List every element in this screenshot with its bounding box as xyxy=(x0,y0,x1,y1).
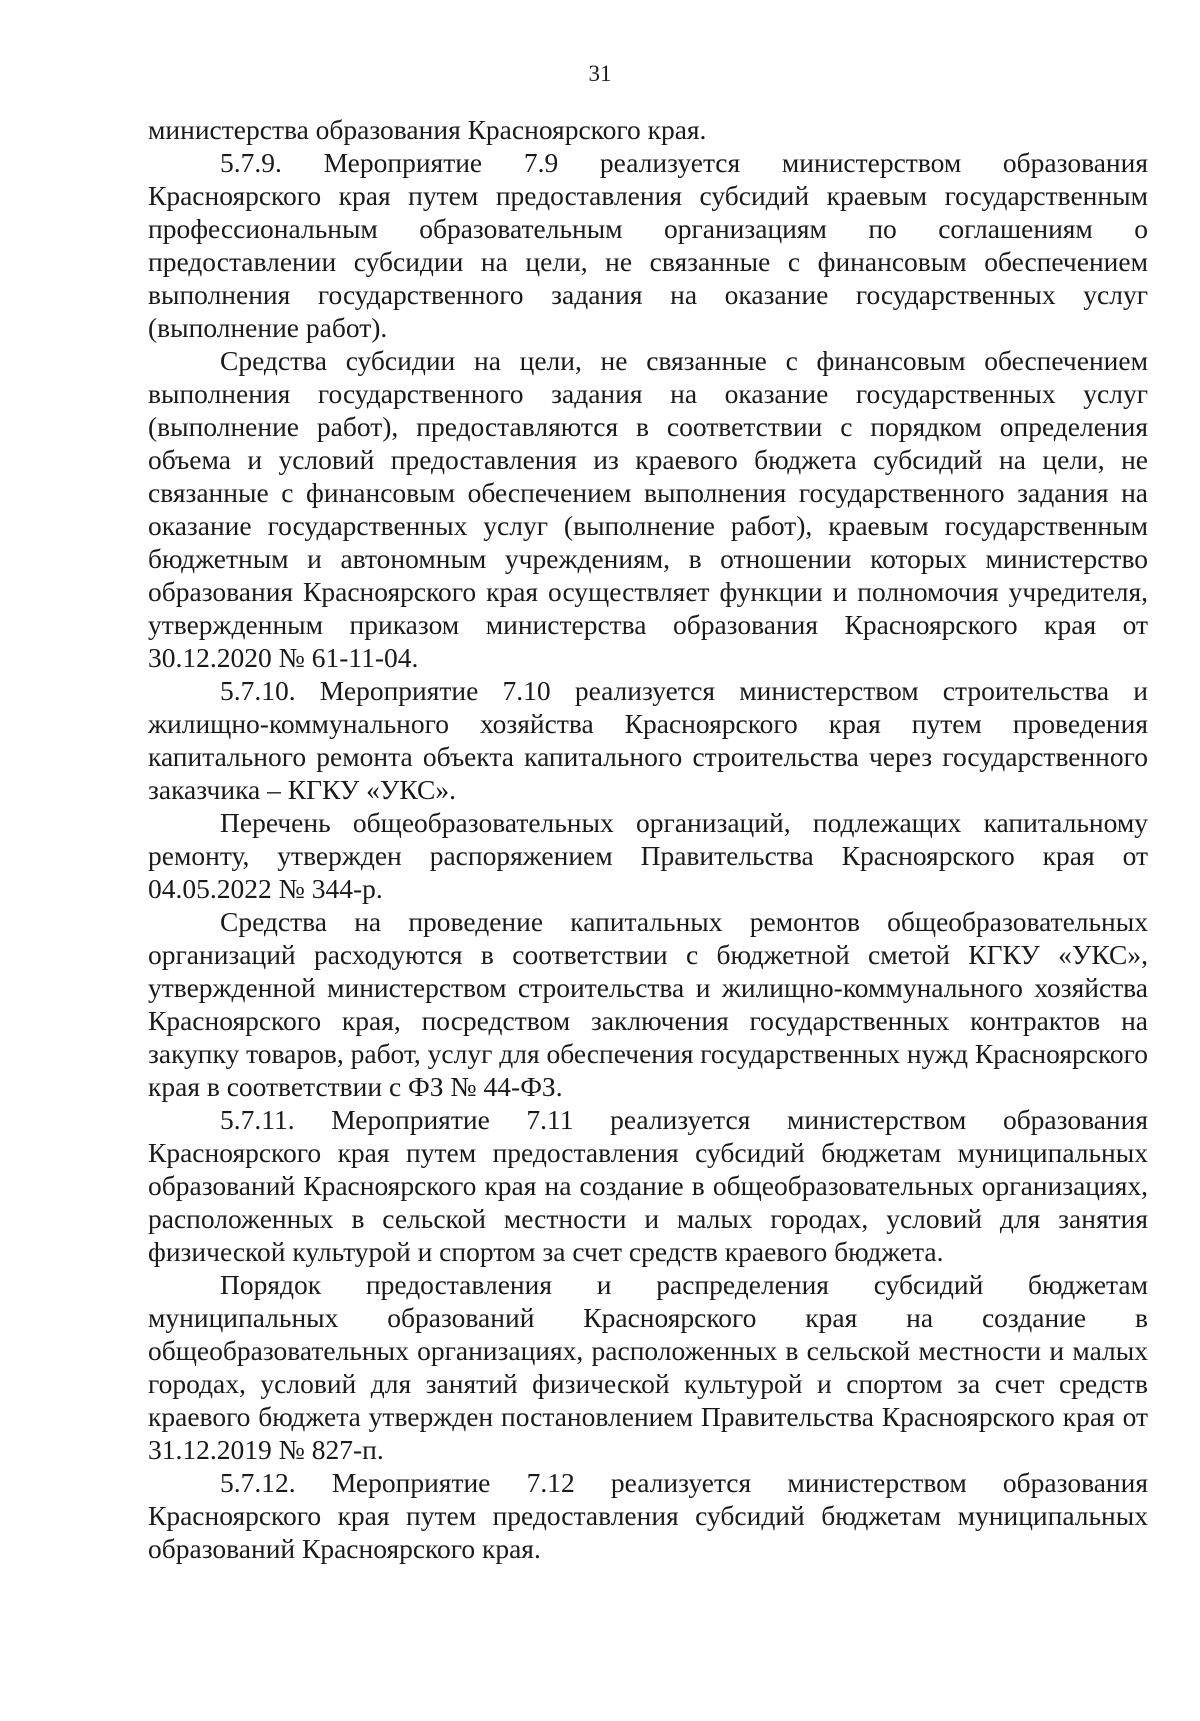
document-body xyxy=(148,113,1148,1565)
paragraph-continuation: министерства образования Красноярского края. xyxy=(148,114,707,145)
paragraph-procedure: Порядок предоставления и распределения субсидий бюджетам муниципальных образований Красноярского края на создание в общеобразовательных организациях, расположенных в сельской местности и малых городах, условий для занятий физической культурой и спортом за счет средств краевого бюджета утвержден постановлением Правительства Красноярского края от 31.12.2019 № 827-п. xyxy=(148,1269,1148,1465)
paragraph-subsidy-funds: Средства субсидии на цели, не связанные с финансовым обеспечением выполнения государственного задания на оказание государственных услуг (выполнение работ), предоставляются в соответствии с порядком определения объема и условий предоставления из краевого бюджета субсидий на цели, не связанные с финансовым обеспечением выполнения государственного задания на оказание государственных услуг (выполнение работ), краевым государственным бюджетным и автономным учреждениям, в отношении которых министерство образования Красноярского края осуществляет функции и полномочия учредителя, утвержденным приказом министерства образования Красноярского края от 30.12.2020 № 61-11-04. xyxy=(148,345,1148,673)
paragraph-5-7-11: 5.7.11. Мероприятие 7.11 реализуется министерством образования Красноярского края путем предоставления субсидий бюджетам муниципальных образований Красноярского края на создание в общеобразовательных организациях, расположенных в сельской местности и малых городах, условий для занятия физической культурой и спортом за счет средств краевого бюджета. xyxy=(148,1104,1148,1267)
page-number: 31 xyxy=(588,61,612,86)
paragraph-repair-funds: Средства на проведение капитальных ремонтов общеобразовательных организаций расходуются в соответствии с бюджетной сметой КГКУ «УКС», утвержденной министерством строительства и жилищно-коммунального хозяйства Красноярского края, посредством заключения государственных контрактов на закупку товаров, работ, услуг для обеспечения государственных нужд Красноярского края в соответствии с ФЗ № 44-ФЗ. xyxy=(148,906,1148,1102)
paragraph-5-7-9: 5.7.9. Мероприятие 7.9 реализуется министерством образования Красноярского края путем предоставления субсидий краевым государственным профессиональным образовательным организациям по соглашениям о предоставлении субсидии на цели, не связанные с финансовым обеспечением выполнения государственного задания на оказание государственных услуг (выполнение работ). xyxy=(148,147,1148,343)
paragraph-5-7-12: 5.7.12. Мероприятие 7.12 реализуется министерством образования Красноярского края путем предоставления субсидий бюджетам муниципальных образований Красноярского края. xyxy=(148,1467,1148,1564)
paragraph-5-7-10: 5.7.10. Мероприятие 7.10 реализуется министерством строительства и жилищно-коммунального хозяйства Красноярского края путем проведения капитального ремонта объекта капитального строительства через государственного заказчика – КГКУ «УКС». xyxy=(148,675,1148,805)
paragraph-organizations-list: Перечень общеобразовательных организаций, подлежащих капитальному ремонту, утвержден распоряжением Правительства Красноярского края от 04.05.2022 № 344-р. xyxy=(148,807,1148,904)
